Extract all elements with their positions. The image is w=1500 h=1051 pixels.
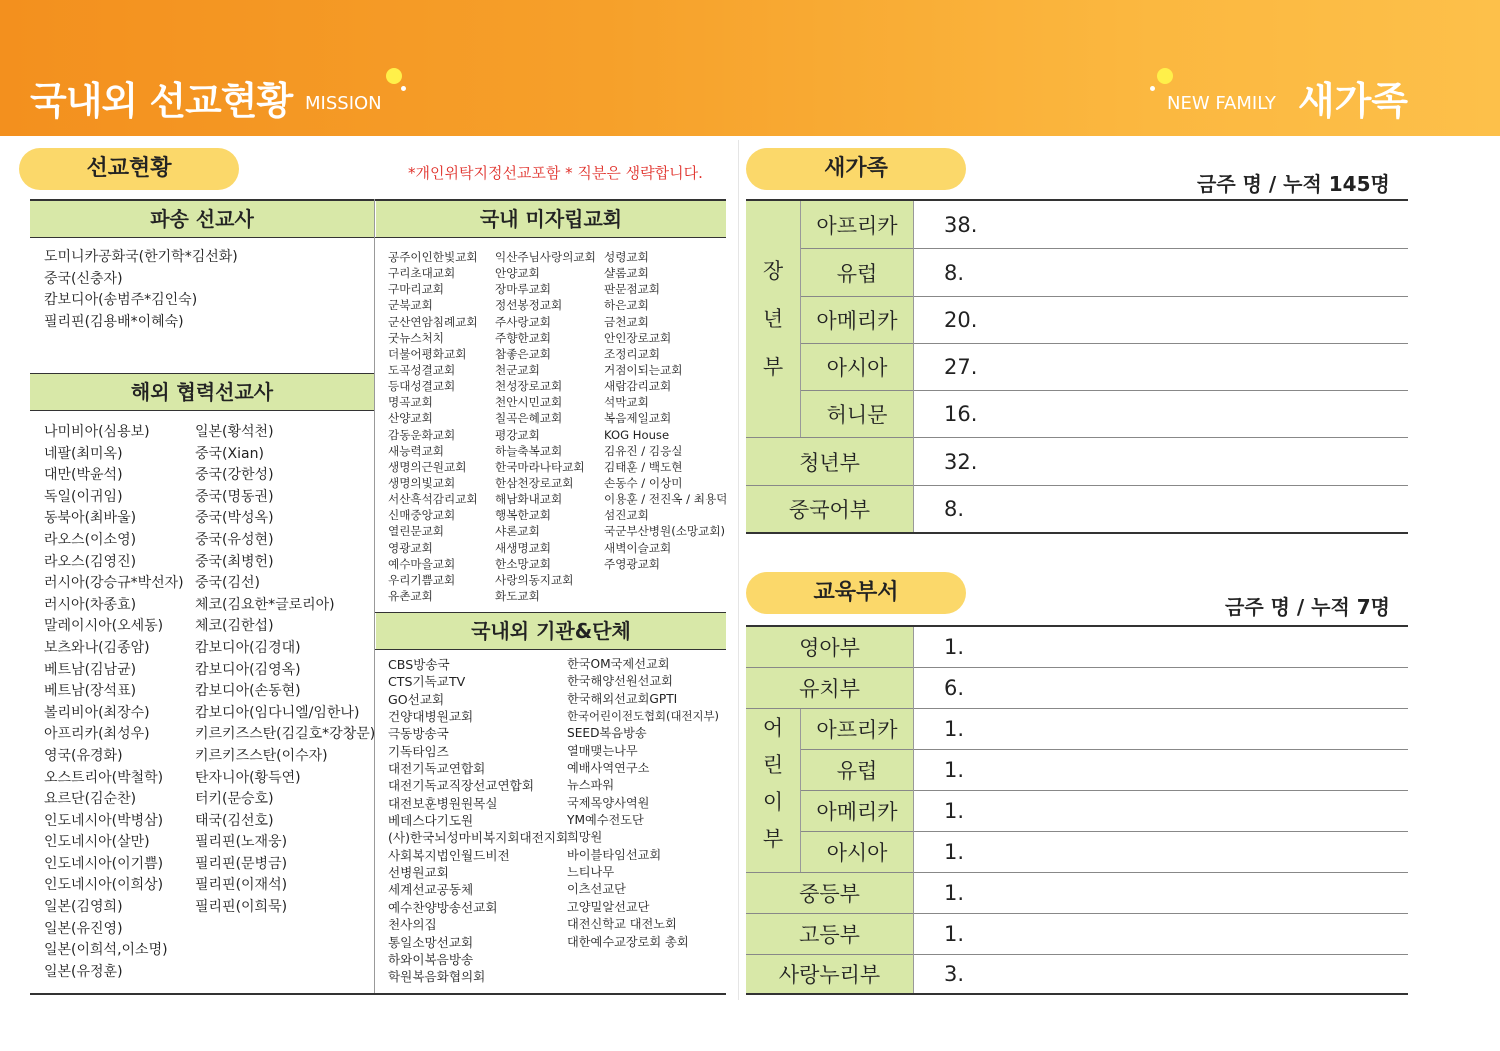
list-item: 러시아(차종효) — [44, 596, 137, 613]
dept-cell: 고등부 — [746, 914, 913, 954]
list-item: 이츠선교단 — [567, 882, 626, 897]
list-item: 대만(박윤석) — [44, 467, 123, 484]
list-item: 열매맺는나무 — [567, 743, 638, 758]
list-item: 학원복음화협의회 — [388, 969, 486, 985]
list-item: 새생명교회 — [495, 540, 551, 555]
list-item: 장마루교회 — [495, 282, 551, 297]
region-cell: 아프리카 — [801, 709, 913, 749]
list-item: 조정리교회 — [604, 346, 660, 361]
dept-cell: 사랑누리부 — [746, 955, 913, 993]
list-item: 대전기독교직장선교연합회 — [388, 778, 534, 794]
overseas-list-col1 — [44, 422, 184, 983]
list-item: 더불어평화교회 — [388, 346, 467, 361]
list-item: 러시아(강승규*박선자) — [44, 575, 184, 592]
value-cell: 1. — [944, 881, 965, 905]
list-item: YM예수전도단 — [567, 813, 644, 828]
list-item: 선병원교회 — [388, 865, 449, 881]
list-item: 중국(박성옥) — [195, 510, 274, 527]
list-item: 새벽이슬교회 — [604, 540, 672, 555]
list-item: 천군교회 — [495, 362, 540, 377]
list-item: (사)한국뇌성마비복지회대전지회 — [388, 830, 569, 846]
region-cell: 아시아 — [801, 832, 913, 872]
list-item: 라오스(이소영) — [44, 531, 137, 548]
list-item: 한소망교회 — [495, 556, 551, 571]
list-item: 나미비아(심용보) — [44, 424, 150, 440]
mission-pill: 선교현황 — [19, 148, 239, 190]
value-cell: 20. — [944, 308, 978, 332]
newfamily-title: 새가족 — [1297, 79, 1408, 123]
dispatched-header: 파송 선교사 — [30, 201, 374, 237]
list-item: 필리핀(노재웅) — [195, 834, 288, 851]
list-item: 중국(신충자) — [44, 270, 123, 287]
divider — [375, 649, 726, 650]
list-item: 필리핀(이희묵) — [195, 899, 288, 916]
list-item: 인도네시아(박병삼) — [44, 812, 164, 829]
list-item: 라오스(김영진) — [44, 553, 137, 570]
list-item: 통일소망선교회 — [388, 934, 474, 950]
list-item: 주향한교회 — [495, 330, 551, 345]
list-item: 대한예수교장로회 총회 — [567, 934, 689, 949]
list-item: 새능력교회 — [388, 443, 444, 458]
list-item: 감동운화교회 — [388, 427, 456, 442]
value-cell: 8. — [944, 260, 965, 285]
region-cell: 아메리카 — [801, 791, 913, 831]
list-item: 금천교회 — [604, 314, 649, 329]
list-item: 예수마을교회 — [388, 556, 456, 571]
value-cell: 1. — [944, 758, 965, 782]
list-item: KOG House — [604, 427, 670, 442]
list-item: 인도네시아(이기쁨) — [44, 855, 164, 872]
list-item: 구리초대교회 — [388, 266, 456, 281]
region-cell: 허니문 — [801, 391, 913, 437]
list-item: 한국해양선원선교회 — [567, 674, 673, 689]
region-cell: 유럽 — [801, 750, 913, 790]
list-item: 한삼천장로교회 — [495, 475, 574, 490]
list-item: 인도네시아(살만) — [44, 834, 150, 851]
header-banner — [0, 0, 1500, 136]
list-item: 판문점교회 — [604, 282, 660, 297]
list-item: 생명의근원교회 — [388, 459, 467, 474]
list-item: 캄보디아(임다니엘/임한나) — [195, 704, 360, 721]
list-item: 참좋은교회 — [495, 346, 551, 361]
list-item: 일본(유진영) — [44, 920, 123, 937]
list-item: 한국어린이전도협회(대전지부) — [567, 709, 719, 724]
region-cell: 아시아 — [801, 344, 913, 390]
list-item: 극동방송국 — [388, 726, 449, 742]
list-item: 천성장로교회 — [495, 379, 563, 394]
yellow-dot-icon — [386, 68, 402, 84]
list-item: 인도네시아(이희상) — [44, 877, 164, 894]
list-item: 군산연암침례교회 — [388, 314, 478, 329]
list-item: 복음제일교회 — [604, 411, 672, 426]
list-item: 석막교회 — [604, 395, 649, 410]
list-item: 도곡성결교회 — [388, 362, 456, 377]
value-cell: 32. — [944, 449, 978, 474]
dept-cell: 유치부 — [746, 668, 913, 708]
value-cell: 8. — [944, 497, 965, 521]
list-item: 도미니카공화국(한기학*김선화) — [44, 249, 238, 265]
list-item: 산양교회 — [388, 411, 433, 426]
value-cell: 1. — [944, 922, 965, 946]
value-cell: 1. — [944, 840, 965, 864]
list-item: CBS방송국 — [388, 657, 450, 672]
domestic-header: 국내 미자립교회 — [376, 201, 726, 237]
list-item: 천사의집 — [388, 917, 437, 933]
list-item: 베트남(장석표) — [44, 683, 137, 700]
dept-cell: 중국어부 — [746, 486, 913, 532]
list-item: 오스트리아(박철학) — [44, 769, 164, 786]
mission-title: 국내외 선교현황 — [30, 79, 293, 123]
list-item: 열린문교회 — [388, 524, 444, 539]
list-item: 캄보디아(김경대) — [195, 639, 301, 656]
list-item: 손동수 / 이상미 — [604, 475, 683, 490]
list-item: 새람감리교회 — [604, 379, 672, 394]
dept-cell: 영아부 — [746, 627, 913, 667]
list-item: 중국(최병헌) — [195, 553, 274, 570]
overseas-header: 해외 협력선교사 — [30, 374, 374, 410]
dispatched-list — [44, 247, 238, 333]
list-item: 섬진교회 — [604, 508, 649, 523]
divider — [746, 993, 1408, 995]
list-item: 독일(이귀임) — [44, 488, 123, 505]
list-item: 필리핀(문병금) — [195, 855, 288, 872]
list-item: 바이블타임선교회 — [567, 847, 662, 862]
list-item: 화도교회 — [495, 588, 540, 603]
region-cell: 유럽 — [801, 249, 913, 296]
page-fold — [738, 140, 739, 1000]
list-item: 평강교회 — [495, 427, 540, 442]
list-item: 군북교회 — [388, 298, 433, 313]
list-item: 생명의빛교회 — [388, 475, 456, 490]
list-item: 중국(강한성) — [195, 467, 274, 484]
list-item: 세계선교공동체 — [388, 882, 474, 898]
list-item: 탄자니아(황득연) — [195, 769, 301, 786]
divider — [30, 237, 726, 238]
list-item: 말레이시아(오세동) — [44, 618, 164, 635]
region-cell: 아메리카 — [801, 297, 913, 343]
list-item: 이용훈 / 전진옥 / 최용덕 — [604, 492, 728, 507]
list-item: 하늘축복교회 — [495, 443, 563, 458]
value-cell: 6. — [944, 676, 965, 700]
list-item: 대전보훈병원원목실 — [388, 795, 498, 811]
list-item: 기독타임즈 — [388, 743, 449, 759]
domestic-list-col1 — [388, 249, 478, 604]
list-item: 베트남(김남균) — [44, 661, 137, 678]
adult-group-label: 장 년 부 — [762, 259, 784, 379]
orgs-header: 국내외 기관&단체 — [376, 613, 726, 649]
list-item: 중국(김선) — [195, 575, 261, 592]
yellow-dot-icon — [1157, 68, 1173, 84]
list-item: 요르단(김순찬) — [44, 791, 137, 808]
list-item: 한국OM국제선교회 — [567, 657, 670, 671]
list-item: 하와이복음방송 — [388, 951, 474, 967]
orgs-list-col1 — [388, 656, 568, 986]
list-item: 유촌교회 — [388, 588, 433, 603]
list-item: 익산주님사랑의교회 — [495, 250, 596, 264]
newfamily-pill: 새가족 — [746, 148, 966, 190]
mission-note: *개인위탁지정선교포함 * 직분은 생략합니다. — [408, 164, 703, 182]
list-item: 굿뉴스처치 — [388, 330, 444, 345]
list-item: 신매중앙교회 — [388, 508, 456, 523]
value-cell: 3. — [944, 962, 965, 986]
list-item: 예배사역연구소 — [567, 761, 650, 776]
list-item: 행복한교회 — [495, 508, 551, 523]
list-item: 국제목양사역원 — [567, 795, 650, 810]
list-item: 칠곡은혜교회 — [495, 411, 563, 426]
value-cell: 1. — [944, 799, 965, 823]
education-count: 금주 명 / 누적 7명 — [1225, 595, 1390, 619]
list-item: 김태훈 / 백도현 — [604, 459, 683, 474]
list-item: 뉴스파워 — [567, 778, 615, 793]
list-item: 고양밀알선교단 — [567, 899, 650, 914]
list-item: 공주이인한빛교회 — [388, 250, 478, 264]
newfamily-subtitle: NEW FAMILY — [1167, 93, 1276, 114]
list-item: 체코(김한섭) — [195, 618, 274, 635]
value-cell: 38. — [944, 212, 978, 237]
list-item: CTS기독교TV — [388, 674, 466, 690]
list-item: 느티나무 — [567, 865, 615, 880]
column-divider — [913, 627, 914, 993]
list-item: 하은교회 — [604, 298, 649, 313]
list-item: 우리기쁨교회 — [388, 572, 456, 587]
list-item: 사회복지법인월드비전 — [388, 847, 510, 863]
domestic-list-col3 — [604, 249, 727, 572]
list-item: 보츠와나(김종암) — [44, 639, 150, 656]
overseas-list-col2 — [195, 422, 375, 919]
list-item: 베데스다기도원 — [388, 813, 474, 829]
list-item: 안양교회 — [495, 266, 540, 281]
list-item: 안인장로교회 — [604, 330, 672, 345]
dept-cell: 청년부 — [746, 438, 913, 485]
list-item: 필리핀(이재석) — [195, 877, 288, 894]
list-item: 캄보디아(김영옥) — [195, 661, 301, 678]
list-item: 일본(김영희) — [44, 899, 123, 916]
list-item: 정선봉정교회 — [495, 298, 563, 313]
list-item: 샤론교회 — [495, 524, 540, 539]
list-item: 한국해외선교회GPTI — [567, 691, 678, 706]
mission-subtitle: MISSION — [305, 93, 382, 114]
region-cell: 아프리카 — [801, 201, 913, 248]
list-item: 키르키즈스탄(김길호*강창문) — [195, 726, 376, 743]
list-item: 캄보디아(송범주*김인숙) — [44, 292, 198, 309]
list-item: 주사랑교회 — [495, 314, 551, 329]
list-item: 희망원 — [567, 830, 603, 845]
list-item: 동북아(최바울) — [44, 510, 137, 527]
divider — [30, 993, 726, 995]
newfamily-count: 금주 명 / 누적 145명 — [1197, 172, 1390, 196]
list-item: 일본(이희석,이소명) — [44, 942, 168, 959]
education-pill: 교육부서 — [746, 572, 966, 614]
list-item: 주영광교회 — [604, 556, 660, 571]
small-dot-icon — [1150, 86, 1155, 91]
domestic-list-col2 — [495, 249, 596, 604]
list-item: 김유진 / 김응실 — [604, 443, 683, 458]
list-item: SEED복음방송 — [567, 726, 647, 741]
orgs-list-col2 — [567, 656, 719, 951]
small-dot-icon — [401, 86, 406, 91]
list-item: 서산흑석감리교회 — [388, 492, 478, 507]
list-item: 중국(유성현) — [195, 531, 274, 548]
child-group-label: 어 린 이 부 — [762, 716, 784, 851]
list-item: 영광교회 — [388, 540, 433, 555]
list-item: 아프리카(최성우) — [44, 726, 150, 743]
list-item: 대전신학교 대전노회 — [567, 917, 677, 932]
list-item: 사랑의동지교회 — [495, 572, 574, 587]
list-item: GO선교회 — [388, 691, 445, 707]
list-item: 일본(유정훈) — [44, 963, 123, 980]
list-item: 한국마라나타교회 — [495, 459, 585, 474]
list-item: 거점이되는교회 — [604, 362, 683, 377]
value-cell: 16. — [944, 402, 978, 426]
list-item: 일본(황석천) — [195, 424, 274, 440]
list-item: 천안시민교회 — [495, 395, 563, 410]
list-item: 네팔(최미옥) — [44, 445, 123, 462]
value-cell: 1. — [944, 635, 965, 659]
list-item: 대전기독교연합회 — [388, 761, 486, 777]
list-item: 해남화내교회 — [495, 492, 563, 507]
list-item: 터키(문승호) — [195, 791, 274, 808]
list-item: 영국(유경화) — [44, 747, 123, 764]
list-item: 성령교회 — [604, 250, 649, 264]
list-item: 체코(김요한*글로리아) — [195, 596, 335, 613]
list-item: 등대성결교회 — [388, 379, 456, 394]
column-divider — [913, 201, 914, 532]
list-item: 키르키즈스탄(이수자) — [195, 747, 328, 764]
list-item: 예수찬양방송선교회 — [388, 899, 498, 915]
list-item: 캄보디아(손동현) — [195, 683, 301, 700]
list-item: 필리핀(김용배*이혜숙) — [44, 313, 184, 330]
divider — [746, 532, 1408, 534]
list-item: 중국(Xian) — [195, 445, 264, 462]
list-item: 국군부산병원(소망교회) — [604, 524, 726, 539]
list-item: 태국(김선호) — [195, 812, 274, 829]
list-item: 볼리비아(최장수) — [44, 704, 150, 721]
divider — [30, 410, 374, 411]
list-item: 중국(명동권) — [195, 488, 274, 505]
list-item: 건양대병원교회 — [388, 709, 474, 725]
list-item: 샬롬교회 — [604, 266, 649, 281]
value-cell: 1. — [944, 717, 965, 741]
dept-cell: 중등부 — [746, 873, 913, 913]
list-item: 명곡교회 — [388, 395, 433, 410]
list-item: 구마리교회 — [388, 282, 444, 297]
value-cell: 27. — [944, 355, 978, 379]
